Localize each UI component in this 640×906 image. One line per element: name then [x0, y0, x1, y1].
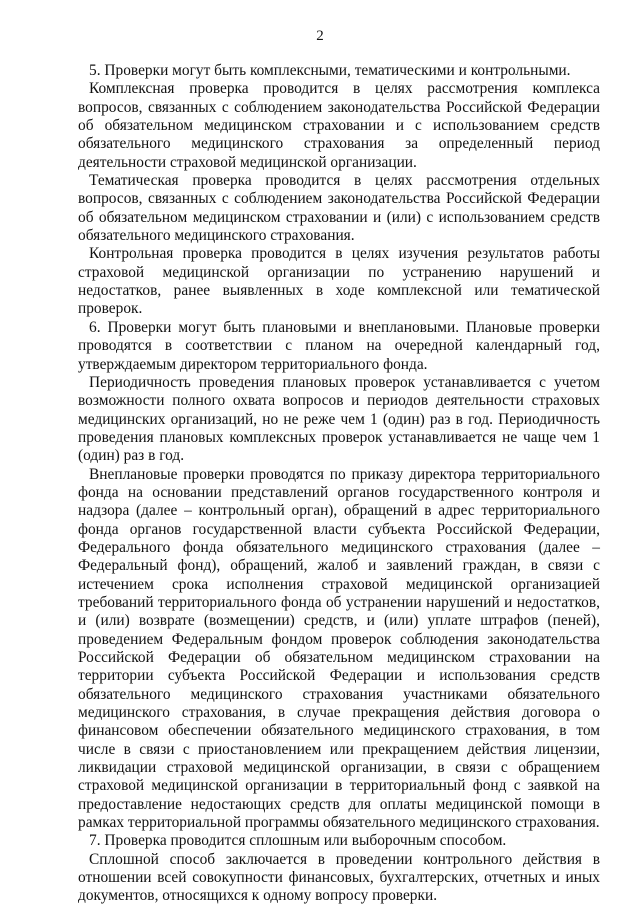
paragraph-7-audit-method: 7. Проверка проводится сплошным или выборочным способом. [89, 832, 507, 850]
document-body [78, 62, 600, 906]
paragraph-comprehensive-audit: Комплексная проверка проводится в целях рассмотрения комплекса вопросов, связанных с соблюдением законодательства Российской Федерации об обязательном медицинском страховании и с использованием средств обязательного медицинского страхования за определенный период деятельности страховой медицинской организации. [78, 80, 600, 171]
paragraph-thematic-audit: Тематическая проверка проводится в целях рассмотрения отдельных вопросов, связанных с соблюдением законодательства Российской Федерации об обязательном медицинском страховании и (или) с использованием средств обязательного медицинского страхования. [78, 172, 600, 245]
paragraph-unscheduled-audits: Внеплановые проверки проводятся по приказу директора территориального фонда на основании представлений органов государственного контроля и надзора (далее – контрольный орган), обращений в адрес территориального фонда органов государственной власти субъекта Российской Федерации, Федерального фонда обязательного медицинского страхования (далее – Федеральный фонд), обращений, жалоб и заявлений граждан, в связи с истечением срока исполнения страховой медицинской организацией требований территориального фонда об устранении нарушений и недостатков, и (или) возврате (возмещении) средств, и (или) уплате штрафов (пеней), проведением Федеральным фондом проверок соблюдения законодательства Российской Федерации об обязательном медицинском страховании на территории субъекта Российской Федерации и использования средств обязательного медицинского страхования участниками обязательного медицинского страхования, в случае прекращения действия договора о финансовом обеспечении обязательного медицинского страхования, в том числе в связи с приостановлением или прекращением действия лицензии, ликвидации страховой медицинской организации, в связи с обращением страховой медицинской организации в территориальный фонд с заявкой на предоставление недостающих средств для оплаты медицинской помощи в рамках территориальной программы обязательного медицинского страхования. [78, 465, 600, 832]
paragraph-continuous-method: Сплошной способ заключается в проведении контрольного действия в отношении всей совокупности финансовых, бухгалтерских, отчетных и иных документов, относящихся к одному вопросу проверки. [78, 850, 600, 905]
paragraph-6-planned-audits: 6. Проверки могут быть плановыми и внеплановыми. Плановые проверки проводятся в соответствии с планом на очередной календарный год, утверждаемым директором территориального фонда. [78, 318, 600, 373]
paragraph-audit-frequency: Периодичность проведения плановых проверок устанавливается с учетом возможности полного охвата вопросов и периодов деятельности страховых медицинских организаций, но не реже чем 1 (один) раз в год. Периодичность проведения плановых комплексных проверок устанавливается не чаще чем 1 (один) раз в год. [78, 373, 600, 465]
page-number: 2 [316, 28, 324, 44]
paragraph-5-heading: 5. Проверки могут быть комплексными, тематическими и контрольными. [89, 62, 571, 79]
paragraph-control-audit: Контрольная проверка проводится в целях изучения результатов работы страховой медицинской организации по устранению нарушений и недостатков, ранее выявленных в ходе комплексной или тематической проверок. [78, 245, 600, 318]
